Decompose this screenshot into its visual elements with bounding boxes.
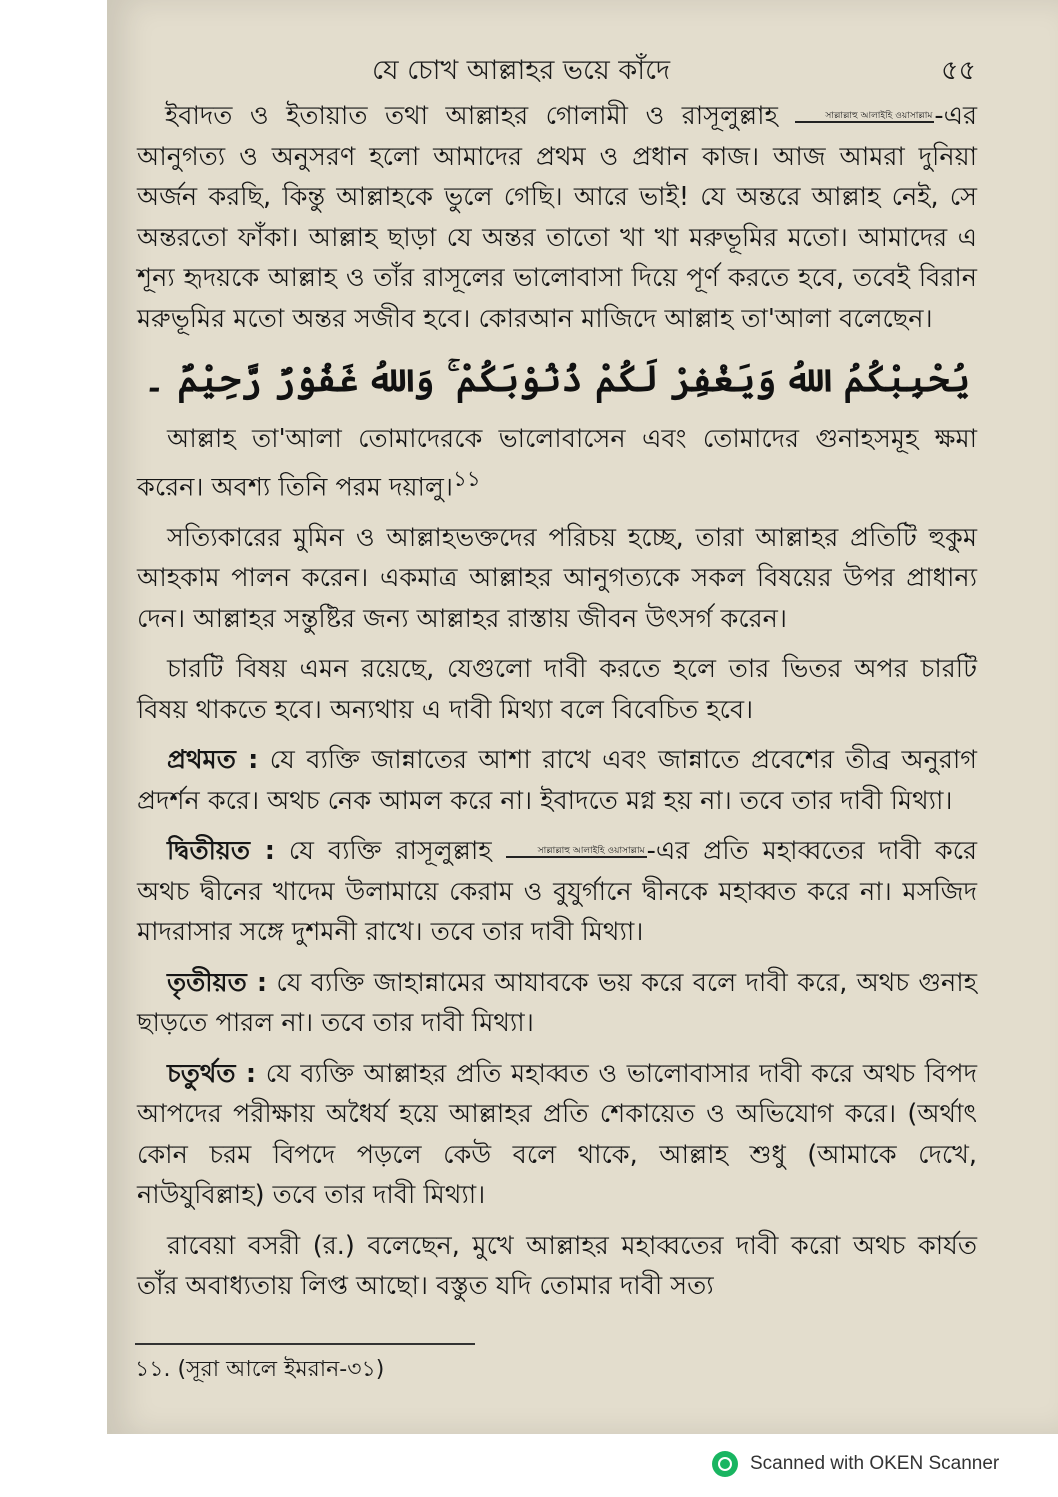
salawat-mark: সাল্লাল্লাহু আলাইহি ওয়াসাল্লাম bbox=[795, 112, 934, 123]
scanner-watermark bbox=[712, 1446, 999, 1482]
translation-text: আল্লাহ তা'আলা তোমাদেরকে ভালোবাসেন এবং তোমাদের গুনাহসমূহ ক্ষমা করেন। অবশ্য তিনি পরম দয়ালু। bbox=[137, 424, 977, 502]
running-title: যে চোখ আল্লাহর ভয়ে কাঁদে bbox=[372, 55, 671, 86]
scanner-logo-icon bbox=[712, 1451, 738, 1477]
third-lead: তৃতীয়ত : bbox=[167, 967, 268, 998]
page-number: ৫৫ bbox=[940, 55, 976, 86]
second-text-b: -এর প্রতি মহাব্বতের দাবী করে অথচ দ্বীনের খাদেম উলামায়ে কেরাম ও বুযুর্গানে দ্বীনকে মহাব্বত করে না। মসজিদ মাদরাসার সঙ্গে দুশমনী রাখে। তবে তার দাবী মিথ্যা। bbox=[137, 836, 978, 947]
footnote-reference: ১১ bbox=[453, 466, 481, 492]
paragraph-second bbox=[137, 831, 977, 953]
paragraph-translation bbox=[137, 419, 977, 508]
intro-text-b: -এর আনুগত্য ও অনুসরণ হলো আমাদের প্রথম ও প্রধান কাজ। আজ আমরা দুনিয়া অর্জন করছি, কিন্তু আল্লাহকে ভুলে গেছি। আরে ভাই! যে অন্তরে আল্লাহ নেই, সে অন্তরতো ফাঁকা। আল্লাহ ছাড়া যে অন্তর তাতো খা খা মরুভূমির মতো। আমাদের এ শূন্য হৃদয়কে আল্লাহ ও তাঁর রাসূলের ভালোবাসা দিয়ে পূর্ণ করতে হবে, তবেই বিরান মরুভূমির মতো অন্তর সজীব হবে। কোরআন মাজিদে আল্লাহ তা'আলা বলেছেন। bbox=[137, 101, 978, 334]
third-text: যে ব্যক্তি জাহান্নামের আযাবকে ভয় করে বলে দাবী করে, অথচ গুনাহ ছাড়তে পারল না। তবে তার দাবী মিথ্যা। bbox=[137, 967, 977, 1038]
paragraph-rabia: রাবেয়া বসরী (র.) বলেছেন, মুখে আল্লাহর মহাব্বতের দাবী করো অথচ কার্যত তাঁর অবাধ্যতায় লিপ্ত আছো। বস্তুত যদি তোমার দাবী সত্য bbox=[137, 1230, 977, 1301]
second-lead: দ্বিতীয়ত : bbox=[167, 836, 275, 866]
fourth-lead: চতুর্থত : bbox=[167, 1058, 257, 1089]
arabic-verse: يُحْبِبْكُمُ اللهُ وَيَغْفِرْ لَكُمْ ذُنُوْبَكُمْ ۚ وَاللهُ غَفُوْرٌ رَّحِيْمٌ ۔ bbox=[143, 358, 971, 400]
paragraph-four-matters: চারটি বিষয় এমন রয়েছে, যেগুলো দাবী করতে হলে তার ভিতর অপর চারটি বিষয় থাকতে হবে। অন্যথায় এ দাবী মিথ্যা বলে বিবেচিত হবে। bbox=[137, 654, 977, 725]
paragraph-true-believers: সত্যিকারের মুমিন ও আল্লাহভক্তদের পরিচয় হচ্ছে, তারা আল্লাহর প্রতিটি হুকুম আহকাম পালন করেন। একমাত্র আল্লাহর আনুগত্যকে সকল বিষয়ের উপর প্রাধান্য দেন। আল্লাহর সন্তুষ্টির জন্য আল্লাহর রাস্তায় জীবন উৎসর্গ করেন। bbox=[137, 522, 977, 634]
first-lead: প্রথমত : bbox=[167, 745, 259, 775]
paragraph-intro bbox=[137, 96, 977, 339]
paragraph-third bbox=[137, 963, 977, 1044]
paragraph-fourth bbox=[137, 1054, 977, 1216]
scanner-label: Scanned with OKEN Scanner bbox=[750, 1453, 1000, 1474]
page-header bbox=[107, 48, 1058, 98]
page-body bbox=[137, 96, 977, 1317]
footnote-rule bbox=[135, 1343, 475, 1345]
fourth-text: যে ব্যক্তি আল্লাহর প্রতি মহাব্বত ও ভালোবাসার দাবী করে অথচ বিপদ আপদের পরীক্ষায় অধৈর্য হয়ে আল্লাহর প্রতি শেকায়েত ও অভিযোগ করে। (অর্থাৎ কোন চরম বিপদে পড়লে কেউ বলে থাকে, আল্লাহ শুধু (আমাকে দেখে, নাউযুবিল্লাহ) তবে তার দাবী মিথ্যা। bbox=[137, 1058, 977, 1210]
footnote: ১১. (সূরা আলে ইমরান-৩১) bbox=[135, 1357, 385, 1382]
first-text: যে ব্যক্তি জান্নাতের আশা রাখে এবং জান্নাতে প্রবেশের তীব্র অনুরাগ প্রদর্শন করে। অথচ নেক আমল করে না। ইবাদতে মগ্ন হয় না। তবে তার দাবী মিথ্যা। bbox=[137, 745, 977, 816]
second-text-a: যে ব্যক্তি রাসূলুল্লাহ bbox=[274, 836, 492, 866]
paragraph-first bbox=[137, 740, 977, 821]
book-page bbox=[107, 0, 1058, 1434]
intro-text-a: ইবাদত ও ইতায়াত তথা আল্লাহর গোলামী ও রাসূলুল্লাহ bbox=[165, 101, 778, 131]
salawat-mark-2: সাল্লাল্লাহু আলাইহি ওয়াসাল্লাম bbox=[506, 847, 647, 858]
